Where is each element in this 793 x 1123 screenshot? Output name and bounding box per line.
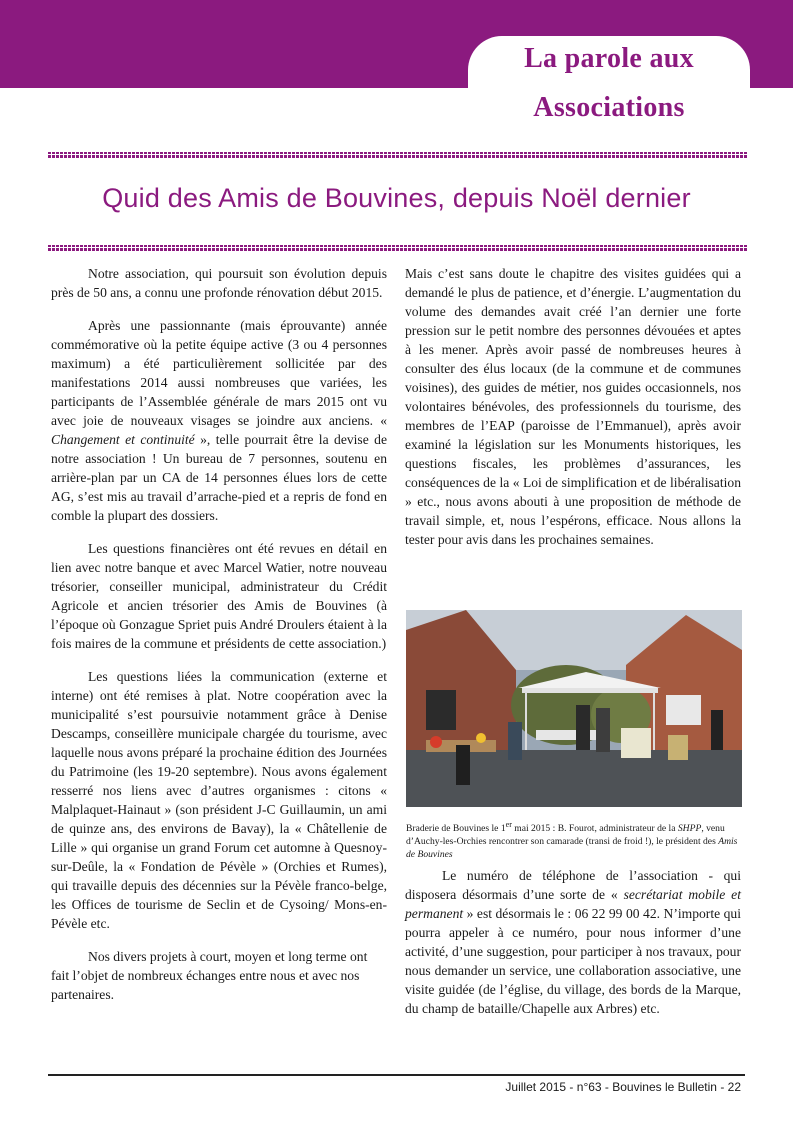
paragraph: Les questions liées la communication (externe et interne) ont été remises à plat. Notre coopération avec la municipalité s’est poursuivie notamment grâce à Denise Descamps, conseillère municipale chargée du tourisme, avec laquelle nous avons préparé la prochaine édition des Journées du Patrimoine (les 19-20 septembre). Nous avons également resserré nos liens avec d’autres organismes : citons « Malplaquet-Hainaut » (son président J-C Guillaumin, un ami de quinze ans, des environs de Bavay), la « Châtellenie de Lille » qui organise un grand Forum cet automne à Quesnoy-sur-Deûle, la « Fondation de Pévèle » (Orchies et Rumes), qui travaille depuis des décennies sur la Pévèle franco-belge, les Offices de tourisme de Seclin et de Cysoing/ Mons-en-Pévèle etc. xyxy=(51,669,387,931)
section-title-line1: La parole aux xyxy=(524,43,694,74)
paragraph: Mais c’est sans doute le chapitre des visites guidées qui a demandé le plus de patience, et d’énergie. L’augmentation du volume des demandes avait créé l’an dernier une forte pression sur le petit nombre des personnes dévouées et aptes à les mener. Après avoir passé de nombreuses heures à consulter des élus locaux (de la commune et de communes voisines), des guides de métier, nos guides occasionnels, nos volontaires bénévoles, des professionnels du tourisme, des membres de l’EAP (paroisse de l’Emmanuel), après avoir examiné la législation sur les Monuments historiques, les questions fiscales, les problèmes d’assurances, les conséquences de la « Loi de simplification et de libéralisation » etc., nous avons abouti à une proposition de méthode de travail simple, et, nous l’espérons, efficace. Nous allons la tester pour avis dans les prochaines semaines. xyxy=(405,266,741,547)
footer-rule xyxy=(48,1074,745,1076)
section-title-line2: Associations xyxy=(533,92,685,123)
section-tab xyxy=(468,36,750,136)
paragraph: Nos divers projets à court, moyen et long terme ont fait l’objet de nombreux échanges entre nous et avec nos partenaires. xyxy=(51,949,368,1002)
braderie-photo xyxy=(406,610,742,807)
left-column xyxy=(51,264,387,1018)
right-column-lower xyxy=(405,866,741,1032)
paragraph: Les questions financières ont été revues en détail en lien avec notre banque et avec Marcel Watier, notre nouveau trésorier, conseiller municipal, administrateur du Crédit Agricole et ancien trésorier des Amis de Bouvines (à l’époque où Gonzague Spriet puis André Droulers étaient à la fois maires de la commune et présidents de cette association.) xyxy=(51,541,387,651)
dotted-divider-bottom xyxy=(48,245,748,251)
right-column xyxy=(405,264,741,563)
paragraph: Le numéro de téléphone de l’association - qui disposera désormais d’une sorte de « secrétariat mobile et permanent » est désormais le : 06 22 99 00 42. N’importe qui pourra appeler à ce numéro, pour nous informer d’une activité, d’une suggestion, pour participer à nos travaux, pour nous demander un service, une collaboration associative, une visite guidée (de l’église, du village, des bords de la Marque, du champ de bataille/Chapelle aux Arbres) etc. xyxy=(405,868,741,1016)
dotted-divider-top xyxy=(48,152,748,158)
paragraph: Après une passionnante (mais éprouvante) année commémorative où la petite équipe active (3 ou 4 personnes maximum) a été particulièrement sollicitée par des manifestations 2014 aussi nombreuses que variées, les participants de l’Assemblée générale de mars 2015 ont vu avec joie de nouveaux visages se joindre aux anciens. « Changement et continuité », telle pourrait être la devise de notre association ! Un bureau de 7 personnes, soutenu en arrière-plan par un CA de 14 personnes élues lors de cette AG, s’est mis au travail d’arrache-pied et a repris de fond en comble la plupart des dossiers. xyxy=(51,318,387,523)
article-title: Quid des Amis de Bouvines, depuis Noël dernier xyxy=(102,183,691,213)
photo-caption: Braderie de Bouvines le 1er mai 2015 : B. Fourot, administrateur de la SHPP, venu d’Auchy-les-Orchies rencontrer son camarade (transi de froid !), le président des Amis de Bouvines xyxy=(406,820,738,861)
paragraph: Notre association, qui poursuit son évolution depuis près de 50 ans, a connu une profonde rénovation début 2015. xyxy=(51,266,387,300)
page-footer: Juillet 2015 - n°63 - Bouvines le Bulletin - 22 xyxy=(505,1080,741,1094)
